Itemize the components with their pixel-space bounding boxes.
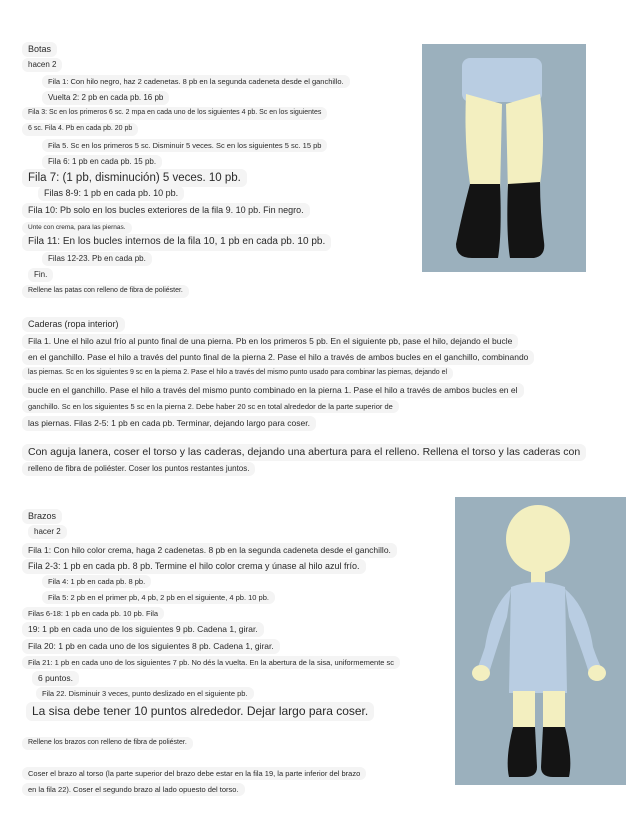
boots-line-1: Fila 1: Con hilo negro, haz 2 cadenetas. 8 pb en la segunda cadeneta desde el ganchillo. bbox=[42, 75, 350, 88]
hips-title: Caderas (ropa interior) bbox=[22, 317, 125, 332]
boots-line-11: Fila 11: En los bucles internos de la fila 10, 1 pb en cada pb. 10 pb. bbox=[22, 234, 331, 251]
assembly-line-1: Con aguja lanera, coser el torso y las caderas, dejando una abertura para el relleno. Rellena el torso y las caderas con bbox=[22, 444, 586, 461]
legs-photo bbox=[422, 44, 586, 272]
boots-line-4: 6 sc. Fila 4. Pb en cada pb. 20 pb bbox=[22, 123, 138, 136]
boots-line-8: Filas 8-9: 1 pb en cada pb. 10 pb. bbox=[38, 186, 184, 201]
arms-line-7: Fila 20: 1 pb en cada uno de los siguientes 8 pb. Cadena 1, girar. bbox=[22, 639, 280, 654]
boots-title: Botas bbox=[22, 42, 57, 57]
hips-line-3: las piernas. Sc en los siguientes 9 sc en la pierna 2. Pase el hilo a través del mismo punto usado para combinar las piernas, dejando el bbox=[22, 367, 453, 380]
boots-line-13: Fin. bbox=[28, 268, 53, 282]
arms-line-5: Filas 6-18: 1 pb en cada pb. 10 pb. Fila bbox=[22, 607, 164, 620]
arms-line-1: Fila 1: Con hilo color crema, haga 2 cadenetas. 8 pb en la segunda cadeneta desde el ganchillo. bbox=[22, 543, 397, 558]
boots-line-9: Fila 10: Pb solo en los bucles exteriores de la fila 9. 10 pb. Fin negro. bbox=[22, 203, 310, 218]
arms-title: Brazos bbox=[22, 509, 62, 524]
hips-line-6: las piernas. Filas 2-5: 1 pb en cada pb. Terminar, dejando largo para coser. bbox=[22, 416, 316, 431]
hips-line-5: ganchillo. Sc en los siguientes 5 sc en la pierna 2. Debe haber 20 sc en total alrededor de la parte superior de bbox=[22, 400, 399, 413]
arms-line-3: Fila 4: 1 pb en cada pb. 8 pb. bbox=[42, 575, 151, 588]
boots-line-14: Rellene las patas con relleno de fibra de poliéster. bbox=[22, 285, 189, 298]
assembly-line-2: relleno de fibra de poliéster. Coser los puntos restantes juntos. bbox=[22, 462, 255, 476]
boots-line-2: Vuelta 2: 2 pb en cada pb. 16 pb bbox=[42, 91, 169, 105]
boots-line-5: Fila 5. Sc en los primeros 5 sc. Disminuir 5 veces. Sc en los siguientes 5 sc. 15 pb bbox=[42, 139, 327, 152]
boots-line-6: Fila 6: 1 pb en cada pb. 15 pb. bbox=[42, 155, 162, 169]
boots-line-10: Unte con crema, para las piernas. bbox=[22, 222, 132, 234]
arms-line-10: Fila 22. Disminuir 3 veces, punto deslizado en el siguiente pb. bbox=[36, 687, 254, 700]
arms-line-12: Rellene los brazos con relleno de fibra de poliéster. bbox=[22, 737, 193, 750]
arms-line-6: 19: 1 pb en cada uno de los siguientes 9 pb. Cadena 1, girar. bbox=[22, 622, 264, 637]
doll-photo bbox=[455, 497, 626, 785]
boots-line-3: Fila 3: Sc en los primeros 6 sc. 2 mpa en cada uno de los siguientes 4 pb. Sc en los siguientes bbox=[22, 107, 327, 120]
arms-line-2: Fila 2-3: 1 pb en cada pb. 8 pb. Termine el hilo color crema y únase al hilo azul frío. bbox=[22, 559, 366, 574]
boots-line-7: Fila 7: (1 pb, disminución) 5 veces. 10 pb. bbox=[22, 169, 247, 187]
arms-line-8: Fila 21: 1 pb en cada uno de los siguientes 7 pb. No dés la vuelta. En la abertura de la sisa, uniformemente sc bbox=[22, 656, 400, 669]
hips-line-1: Fila 1. Une el hilo azul frío al punto final de una pierna. Pb en los primeros 5 pb. En el siguiente pb, pase el hilo, dejando el bucle bbox=[22, 334, 518, 349]
arms-line-13: Coser el brazo al torso (la parte superior del brazo debe estar en la fila 19, la parte inferior del brazo bbox=[22, 767, 366, 780]
boots-line-12: Filas 12-23. Pb en cada pb. bbox=[42, 252, 152, 266]
arms-line-14: en la fila 22). Coser el segundo brazo al lado opuesto del torso. bbox=[22, 783, 245, 796]
arms-make-count: hacer 2 bbox=[28, 525, 67, 539]
arms-line-9: 6 puntos. bbox=[32, 671, 79, 686]
hips-line-2: en el ganchillo. Pase el hilo a través del punto final de la pierna 2. Pase el hilo a través de ambos bucles en el ganchillo, combinando bbox=[22, 350, 534, 365]
boots-make-count: hacen 2 bbox=[22, 58, 62, 72]
hips-line-4: bucle en el ganchillo. Pase el hilo a través del mismo punto combinado en la pierna 1. Pase el hilo a través de ambos bucles en el bbox=[22, 383, 524, 398]
arms-line-11: La sisa debe tener 10 puntos alrededor. Dejar largo para coser. bbox=[26, 702, 374, 721]
arms-line-4: Fila 5: 2 pb en el primer pb, 4 pb, 2 pb en el siguiente, 4 pb. 10 pb. bbox=[42, 591, 275, 604]
